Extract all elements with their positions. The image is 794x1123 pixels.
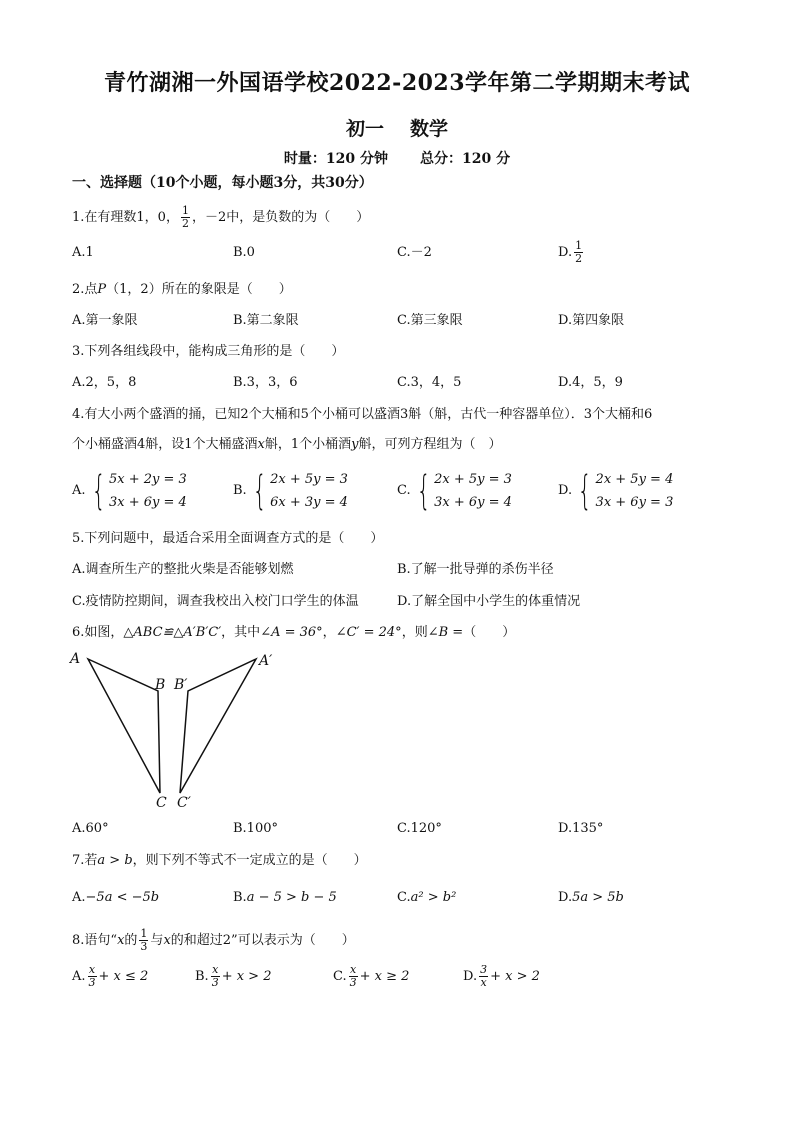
q1-d-num: 1 (575, 239, 583, 252)
q8-c-den: 3 (349, 976, 357, 989)
q1-stem-start: 1.在有理数1，0， (72, 210, 179, 225)
q6-angle-b: ∠B = (427, 625, 464, 640)
q7-option-c[interactable] (397, 889, 456, 907)
label-b: B (155, 677, 166, 693)
q1-option-c[interactable]: C.－2 (397, 245, 432, 260)
grade-label: 初一 (345, 118, 384, 140)
q8-frac-den: 3 (140, 940, 148, 953)
brace-icon: { (577, 468, 592, 514)
q1-d-den: 2 (575, 252, 583, 265)
q3-option-d[interactable]: D.4，5，9 (558, 375, 623, 390)
q5-option-b[interactable]: B.了解一批导弹的杀伤半径 (397, 562, 554, 577)
q4-d-eq2: 3x + 6y = 3 (595, 495, 674, 510)
q4-b-eq2: 6x + 3y = 4 (270, 495, 348, 510)
q4-option-c[interactable] (397, 468, 512, 514)
q7-b-label: B. (233, 890, 247, 905)
q2-option-c[interactable]: C.第三象限 (397, 313, 463, 328)
q3-option-c[interactable]: C.3，4，5 (397, 375, 462, 390)
q7-b-expr: a − 5 > b − 5 (246, 890, 337, 905)
q8-a-den: 3 (88, 976, 96, 989)
q1-frac-den: 2 (181, 217, 189, 230)
q4-a-eq1: 5x + 2y = 3 (108, 472, 187, 487)
q1-frac-num: 1 (181, 204, 189, 217)
q7-c-expr: a² > b² (410, 890, 457, 905)
q7-d-expr: 5a > 5b (572, 890, 624, 905)
q4-c-eq1: 2x + 5y = 3 (434, 472, 512, 487)
brace-icon: { (416, 468, 431, 514)
q8-d-rest: + x > 2 (490, 969, 540, 984)
q8-stem-start: 8.语句“ (72, 933, 118, 948)
q8-var-x-2: x (163, 933, 171, 948)
q8-option-b[interactable] (195, 964, 271, 989)
q7-option-b[interactable] (233, 889, 337, 907)
label-a-prime: A′ (259, 653, 273, 669)
q8-a-num: x (88, 963, 96, 976)
q4-a-eq2: 3x + 6y = 4 (108, 495, 187, 510)
q3-option-a[interactable]: A.2，5，8 (72, 375, 137, 390)
question-4-line-1: 4.有大小两个盛酒的捅，已知2个大桶和5个小桶可以盛酒3斛（斛，古代一种容器单位）．3个大桶和6 (72, 407, 653, 422)
q8-b-num: x (212, 963, 219, 976)
triangle-abc (88, 659, 160, 793)
exam-subtitle (0, 114, 794, 141)
q7-stem-end: ，则下列不等式不一定成立的是（ ） (132, 853, 367, 868)
q6-option-b[interactable]: B.100° (233, 821, 278, 836)
q8-d-label: D. (463, 969, 478, 984)
congruent-triangles-figure (60, 645, 290, 815)
q8-d-den: x (480, 976, 487, 989)
q4-var-x: x (257, 437, 265, 452)
q6-congruence: △ABC≌△A′B′C′ (123, 625, 222, 640)
q7-condition: a > b (97, 853, 133, 868)
q1-d-label: D. (558, 245, 573, 260)
q4-b-label: B. (233, 483, 247, 498)
q8-c-rest: + x ≥ 2 (359, 969, 410, 984)
q6-mid3: ，则 (401, 625, 428, 640)
q8-mid2: 与 (150, 933, 164, 948)
q8-d-num: 3 (480, 963, 488, 976)
question-3: 3.下列各组线段中，能构成三角形的是（ ） (72, 344, 345, 359)
q6-option-d[interactable]: D.135° (558, 821, 604, 836)
q2-stem-end: （1，2）所在的象限是（ ） (106, 282, 292, 297)
q8-option-d[interactable] (463, 964, 540, 989)
q8-b-den: 3 (211, 976, 219, 989)
question-1 (72, 205, 369, 230)
q8-a-rest: + x ≤ 2 (98, 969, 149, 984)
q7-a-label: A. (72, 890, 86, 905)
q8-a-fraction (88, 964, 97, 989)
q5-option-c[interactable]: C.疫情防控期间，调查我校出入校门口学生的体温 (72, 594, 359, 609)
q8-d-fraction (479, 964, 488, 989)
q8-b-rest: + x > 2 (221, 969, 272, 984)
q1-d-fraction (574, 240, 583, 265)
q4-l2-c: 斛，可列方程组为（ ） (358, 437, 502, 452)
q4-c-eq2: 3x + 6y = 4 (434, 495, 512, 510)
subject-label: 数学 (410, 118, 449, 140)
q8-b-label: B. (195, 969, 209, 984)
q6-angle-c: ∠C′ = 24° (335, 625, 402, 640)
q8-a-label: A. (72, 969, 86, 984)
time-limit: 时量：120 分钟 (283, 151, 388, 167)
q1-option-b[interactable]: B.0 (233, 245, 255, 260)
q2-option-a[interactable]: A.第一象限 (72, 313, 138, 328)
section-heading: 一、选择题（10个小题，每小题3分，共30分） (72, 175, 373, 191)
q8-stem-end: 的和超过2”可以表示为（ ） (170, 933, 355, 948)
question-2 (72, 281, 292, 299)
q7-stem-start: 7.若 (72, 853, 98, 868)
q2-stem-start: 2.点 (72, 282, 98, 297)
q8-var-x: x (117, 933, 125, 948)
q4-option-b[interactable] (233, 468, 348, 514)
q4-option-d[interactable] (558, 468, 673, 514)
q4-a-label: A. (72, 483, 86, 498)
q8-option-a[interactable] (72, 964, 148, 989)
brace-icon: { (91, 468, 106, 514)
label-c: C (156, 795, 167, 811)
label-b-prime: B′ (174, 677, 188, 693)
q6-mid2: ， (322, 625, 336, 640)
q8-fraction (139, 928, 148, 953)
q1-stem-end: ，－2中，是负数的为（ ） (191, 210, 370, 225)
q6-stem-start: 6.如图， (72, 625, 124, 640)
q2-point-var: P (97, 282, 107, 297)
q4-d-label: D. (558, 483, 573, 498)
label-c-prime: C′ (177, 795, 191, 811)
q4-var-y: y (351, 437, 359, 452)
q4-c-label: C. (397, 483, 411, 498)
q7-d-label: D. (558, 890, 573, 905)
q8-option-c[interactable] (333, 964, 409, 989)
q4-b-eq1: 2x + 5y = 3 (270, 472, 348, 487)
brace-icon: { (252, 468, 267, 514)
question-6 (72, 624, 515, 642)
q5-option-d[interactable]: D.了解全国中小学生的体重情况 (397, 594, 581, 609)
q4-option-a[interactable] (72, 468, 187, 514)
q8-frac-num: 1 (140, 927, 148, 940)
q1-option-a[interactable]: A.1 (72, 245, 94, 260)
q6-stem-end: （ ） (463, 625, 516, 640)
triangle-a2b2c2 (180, 659, 256, 793)
q7-option-d[interactable] (558, 889, 624, 907)
q5-option-a[interactable]: A.调查所生产的整批火柴是否能够划燃 (72, 562, 294, 577)
q2-option-d[interactable]: D.第四象限 (558, 313, 625, 328)
q6-mid1: ，其中 (221, 625, 261, 640)
label-a: A (70, 651, 81, 667)
q2-option-b[interactable]: B.第二象限 (233, 313, 299, 328)
question-5: 5.下列问题中，最适合采用全面调查方式的是（ ） (72, 531, 384, 546)
q7-c-label: C. (397, 890, 411, 905)
q8-c-fraction (349, 964, 358, 989)
exam-title: 青竹湖湘一外国语学校2022-2023学年第二学期期末考试 (103, 70, 691, 96)
q4-l2-b: 斛，1个小桶酒 (264, 437, 352, 452)
q8-mid1: 的 (124, 933, 138, 948)
q3-option-b[interactable]: B.3，3，6 (233, 375, 298, 390)
q6-angle-a: ∠A = 36° (260, 625, 323, 640)
q7-a-expr: −5a < −5b (85, 890, 160, 905)
exam-time-info (0, 148, 794, 168)
question-4-line-2 (72, 436, 502, 454)
total-score: 总分：120 分 (420, 151, 511, 167)
q8-c-num: x (350, 963, 357, 976)
q8-c-label: C. (333, 969, 347, 984)
q1-option-d[interactable] (558, 240, 585, 265)
q8-b-fraction (211, 964, 220, 989)
q6-option-c[interactable]: C.120° (397, 821, 442, 836)
question-7 (72, 852, 367, 870)
q4-l2-a: 个小桶盛酒4斛，设1个大桶盛酒 (72, 437, 258, 452)
q6-option-a[interactable]: A.60° (72, 821, 109, 836)
q1-fraction (181, 205, 190, 230)
q4-d-eq1: 2x + 5y = 4 (595, 472, 674, 487)
q7-option-a[interactable] (72, 889, 159, 907)
question-8 (72, 928, 355, 953)
